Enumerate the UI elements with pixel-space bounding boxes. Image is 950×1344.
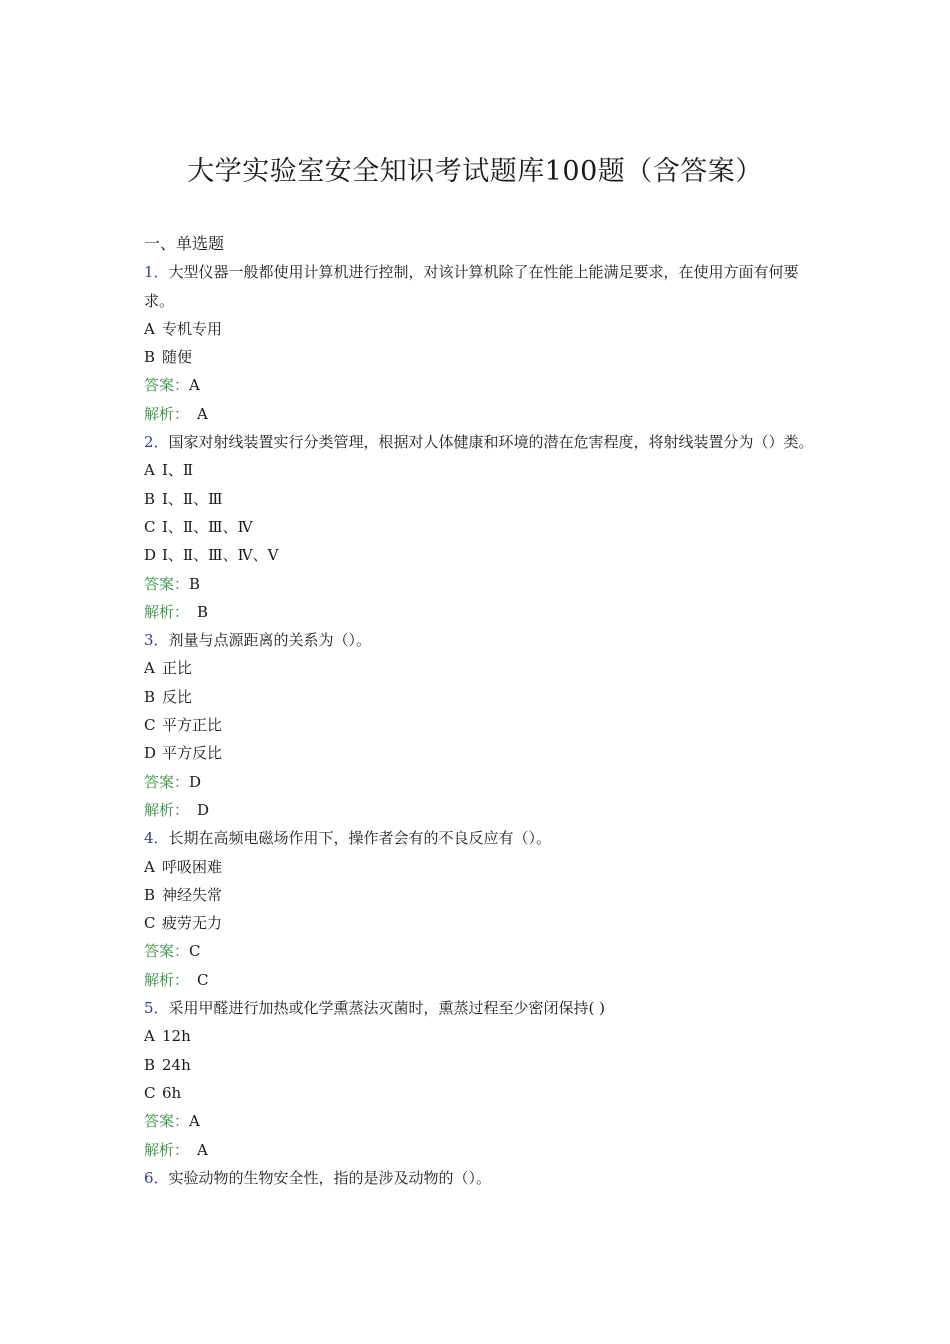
option-text: 疲劳无力 xyxy=(162,914,223,933)
question-text: 实验动物的生物安全性，指的是涉及动物的（）。 xyxy=(168,1168,492,1187)
question-number: 5． xyxy=(144,999,169,1018)
question-number: 3． xyxy=(144,631,169,650)
option-letter: B xyxy=(144,348,156,367)
option-3d xyxy=(144,739,816,767)
question-text: 剂量与点源距离的关系为（）。 xyxy=(168,631,372,650)
document-title: 大学实验室安全知识考试题库100题（含答案） xyxy=(187,156,763,187)
option-2b xyxy=(144,485,816,513)
question-text: 国家对射线装置实行分类管理，根据对人体健康和环境的潜在危害程度，将射线装置分为（）类。 xyxy=(168,433,814,452)
option-text: Ⅰ、Ⅱ xyxy=(162,461,194,480)
answer-label: 答案： xyxy=(144,772,190,791)
answer-5 xyxy=(144,1107,816,1135)
option-3b xyxy=(144,683,816,711)
option-text: 正比 xyxy=(162,659,193,678)
question-text: 采用甲醛进行加热或化学熏蒸法灭菌时，熏蒸过程至少密闭保持( ) xyxy=(168,999,606,1018)
answer-label: 答案： xyxy=(144,1112,190,1131)
answer-label: 答案： xyxy=(144,376,190,395)
question-6 xyxy=(144,1164,816,1192)
option-5c xyxy=(144,1079,816,1107)
question-number: 4． xyxy=(144,829,169,848)
section-heading: 一、单选题 xyxy=(144,234,225,253)
option-text: Ⅰ、Ⅱ、Ⅲ xyxy=(162,489,223,508)
option-letter: D xyxy=(144,744,157,763)
analysis-label: 解析： xyxy=(144,1140,190,1159)
answer-2 xyxy=(144,570,816,598)
option-text: 平方正比 xyxy=(162,716,223,735)
answer-value: C xyxy=(189,942,201,961)
option-4c xyxy=(144,909,816,937)
option-letter: A xyxy=(144,1027,155,1046)
option-1a xyxy=(144,315,816,343)
question-4 xyxy=(144,824,816,852)
answer-3 xyxy=(144,768,816,796)
analysis-value: A xyxy=(197,1140,208,1159)
analysis-1 xyxy=(144,400,816,428)
analysis-value: C xyxy=(197,970,209,989)
analysis-value: B xyxy=(197,602,209,621)
question-list xyxy=(144,230,816,1192)
option-text: 反比 xyxy=(162,687,193,706)
answer-value: A xyxy=(189,376,200,395)
option-letter: B xyxy=(144,1055,156,1074)
option-text: 平方反比 xyxy=(162,744,223,763)
option-2a xyxy=(144,456,816,484)
option-4a xyxy=(144,853,816,881)
question-1 xyxy=(144,258,816,315)
option-letter: C xyxy=(144,517,156,536)
answer-value: A xyxy=(189,1112,200,1131)
option-text: 12h xyxy=(162,1027,191,1046)
analysis-2 xyxy=(144,598,816,626)
analysis-label: 解析： xyxy=(144,800,190,819)
answer-value: B xyxy=(189,574,201,593)
option-text: 呼吸困难 xyxy=(162,857,223,876)
question-5 xyxy=(144,994,816,1022)
answer-label: 答案： xyxy=(144,942,190,961)
question-text: 大型仪器一般都使用计算机进行控制，对该计算机除了在性能上能满足要求，在使用方面有何要求。 xyxy=(144,263,799,310)
analysis-4 xyxy=(144,966,816,994)
option-letter: C xyxy=(144,914,156,933)
answer-value: D xyxy=(189,772,202,791)
question-2 xyxy=(144,428,816,456)
option-text: Ⅰ、Ⅱ、Ⅲ、Ⅳ xyxy=(162,517,253,536)
option-letter: A xyxy=(144,319,155,338)
option-text: 随便 xyxy=(162,348,193,367)
option-letter: B xyxy=(144,687,156,706)
answer-1 xyxy=(144,371,816,399)
option-text: 专机专用 xyxy=(162,319,223,338)
option-letter: C xyxy=(144,1083,156,1102)
answer-label: 答案： xyxy=(144,574,190,593)
question-text: 长期在高频电磁场作用下，操作者会有的不良反应有（）。 xyxy=(168,829,552,848)
option-letter: A xyxy=(144,857,155,876)
question-number: 2． xyxy=(144,433,169,452)
option-text: 6h xyxy=(162,1083,182,1102)
option-5a xyxy=(144,1022,816,1050)
option-letter: C xyxy=(144,716,156,735)
option-letter: A xyxy=(144,659,155,678)
analysis-label: 解析： xyxy=(144,602,190,621)
question-number: 1． xyxy=(144,263,169,282)
analysis-3 xyxy=(144,796,816,824)
option-5b xyxy=(144,1051,816,1079)
option-3c xyxy=(144,711,816,739)
option-3a xyxy=(144,654,816,682)
option-4b xyxy=(144,881,816,909)
option-text: Ⅰ、Ⅱ、Ⅲ、Ⅳ、Ⅴ xyxy=(162,546,279,565)
option-letter: D xyxy=(144,546,157,565)
question-3 xyxy=(144,626,816,654)
option-letter: A xyxy=(144,461,155,480)
analysis-label: 解析： xyxy=(144,970,190,989)
question-number: 6． xyxy=(144,1168,169,1187)
option-letter: B xyxy=(144,885,156,904)
answer-4 xyxy=(144,937,816,965)
option-letter: B xyxy=(144,489,156,508)
analysis-label: 解析： xyxy=(144,404,190,423)
analysis-5 xyxy=(144,1136,816,1164)
analysis-value: A xyxy=(197,404,208,423)
option-2d xyxy=(144,541,816,569)
analysis-value: D xyxy=(197,800,210,819)
option-text: 24h xyxy=(162,1055,191,1074)
option-1b xyxy=(144,343,816,371)
option-text: 神经失常 xyxy=(162,885,223,904)
option-2c xyxy=(144,513,816,541)
